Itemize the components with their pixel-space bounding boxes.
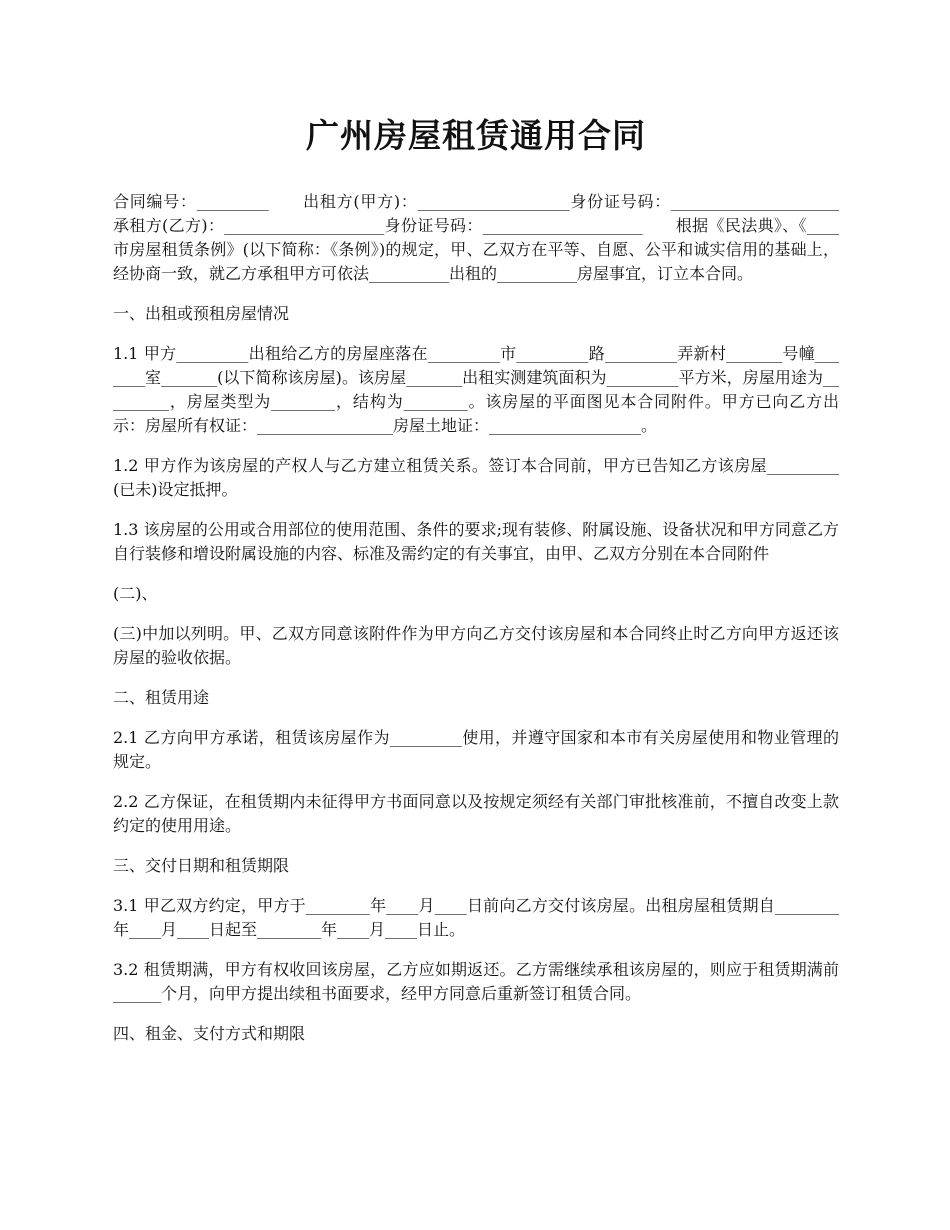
document-title: 广州房屋租赁通用合同 (306, 116, 646, 155)
intro-paragraph: 合同编号：_________ 出租方(甲方)：___________________身份证号码：_____________________ 承租方(乙方)：____________________身份证号码：____________________ 根据《民法典》、《____市房屋租赁条例》(以下简称：《条例》)的规定，甲、乙双方在平等、自愿、公平和诚实信用的基础上，经协商一致，就乙方承租甲方可依法__________出租的__________房屋事宜，订立本合同。 (113, 192, 872, 283)
section-1-heading: 一、出租或预租房屋情况 (113, 304, 290, 323)
clause-3-1: 3.1 甲乙双方约定，甲方于________年____月____日前向乙方交付该房屋。出租房屋租赁期自________年____月____日起至________年____月____日止。 (113, 896, 839, 939)
section-4-heading: 四、租金、支付方式和期限 (113, 1024, 306, 1043)
section-2-heading: 二、租赁用途 (113, 688, 210, 707)
clause-2-1: 2.1 乙方向甲方承诺，租赁该房屋作为_________使用，并遵守国家和本市有关房屋使用和物业管理的规定。 (113, 728, 839, 771)
document-page (113, 108, 872, 1062)
clause-1-3: 1.3 该房屋的公用或合用部位的使用范围、条件的要求;现有装修、附属设施、设备状况和甲方同意乙方自行装修和增设附属设施的内容、标准及需约定的有关事宜，由甲、乙双方分别在本合同附件 (113, 520, 839, 563)
section-3-heading: 三、交付日期和租赁期限 (113, 856, 290, 875)
clause-1-1: 1.1 甲方_________出租给乙方的房屋座落在_________市_________路_________弄新村_______号幢_______室_______(以下简称该房屋)。该房屋_______出租实测建筑面积为_________平方米，房屋用途为_________，房屋类型为________，结构为________。该房屋的平面图见本合同附件。甲方已向乙方出示：房屋所有权证：_________________房屋土地证：___________________。 (113, 344, 839, 435)
clause-2-2: 2.2 乙方保证，在租赁期内未征得甲方书面同意以及按规定须经有关部门审批核准前，不擅自改变上款约定的使用用途。 (113, 792, 839, 835)
clause-1-2: 1.2 甲方作为该房屋的产权人与乙方建立租赁关系。签订本合同前，甲方已告知乙方该房屋_________(已未)设定抵押。 (113, 456, 839, 499)
clause-annex-3: (三)中加以列明。甲、乙双方同意该附件作为甲方向乙方交付该房屋和本合同终止时乙方向甲方返还该房屋的验收依据。 (113, 624, 839, 667)
clause-annex-2: (二)、 (113, 584, 158, 603)
clause-3-2: 3.2 租赁期满，甲方有权收回该房屋，乙方应如期返还。乙方需继续承租该房屋的，则应于租赁期满前______个月，向甲方提出续租书面要求，经甲方同意后重新签订租赁合同。 (113, 960, 839, 1003)
